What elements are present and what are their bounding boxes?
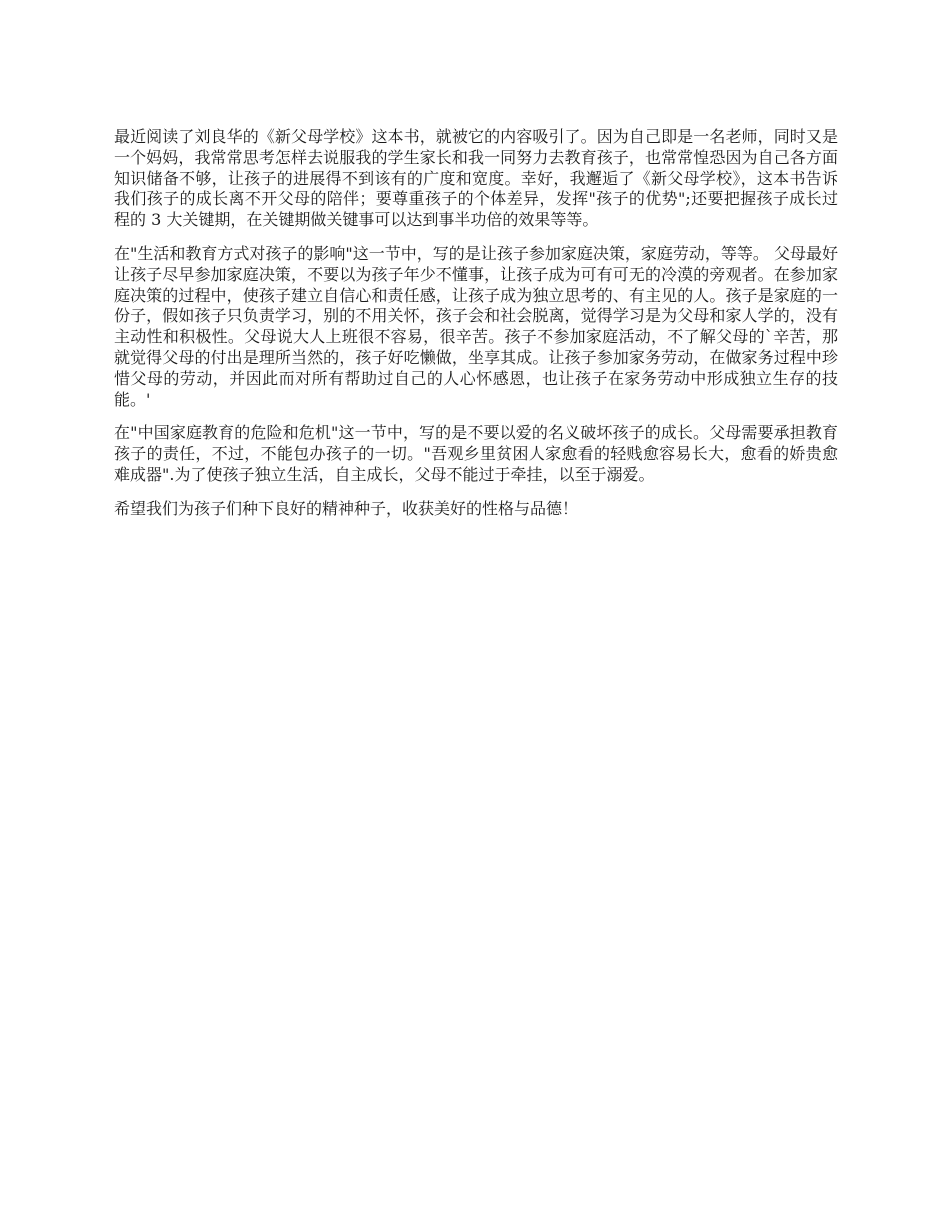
- document-body: [114, 127, 838, 533]
- paragraph-2: 在"生活和教育方式对孩子的影响"这一节中，写的是让孩子参加家庭决策，家庭劳动，等等。 父母最好让孩子尽早参加家庭决策，不要以为孩子年少不懂事，让孩子成为可有可无的冷漠的旁观者。在参加家庭决策的过程中，使孩子建立自信心和责任感，让孩子成为独立思考的、有主见的人。孩子是家庭的一份子，假如孩子只负责学习，别的不用关怀，孩子会和社会脱离，觉得学习是为父母和家人学的，没有主动性和积极性。父母说大人上班很不容易，很辛苦。孩子不参加家庭活动，不了解父母的`辛苦，那就觉得父母的付出是理所当然的，孩子好吃懒做，坐享其成。让孩子参加家务劳动，在做家务过程中珍惜父母的劳动，并因此而对所有帮助过自己的人心怀感恩，也让孩子在家务劳动中形成独立生存的技能。': [114, 243, 838, 409]
- paragraph-3: 在"中国家庭教育的危险和危机"这一节中，写的是不要以爱的名义破坏孩子的成长。父母需要承担教育孩子的责任，不过，不能包办孩子的一切。"吾观乡里贫困人家愈看的轻贱愈容易长大，愈看的娇贵愈难成器".为了使孩子独立生活，自主成长，父母不能过于牵挂，以至于溺爱。: [114, 423, 838, 484]
- paragraph-4: 希望我们为孩子们种下良好的精神种子，收获美好的性格与品德！: [114, 498, 579, 518]
- paragraph-1: 最近阅读了刘良华的《新父母学校》这本书，就被它的内容吸引了。因为自己即是一名老师，同时又是一个妈妈，我常常思考怎样去说服我的学生家长和我一同努力去教育孩子，也常常惶恐因为自己各方面知识储备不够，让孩子的进展得不到该有的广度和宽度。幸好，我邂逅了《新父母学校》，这本书告诉我们孩子的成长离不开父母的陪伴；要尊重孩子的个体差异，发挥"孩子的优势";还要把握孩子成长过程的 3 大关键期，在关键期做关键事可以达到事半功倍的效果等等。: [114, 127, 838, 230]
